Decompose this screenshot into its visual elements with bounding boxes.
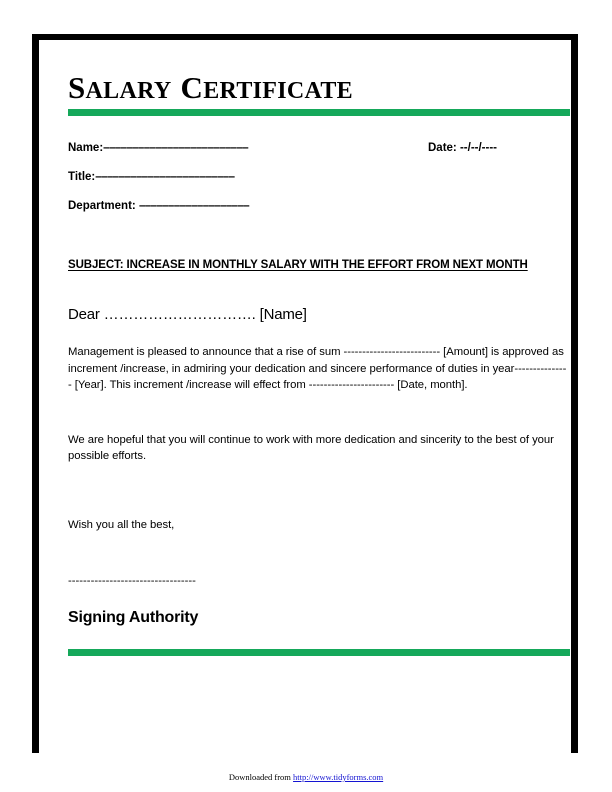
date-field xyxy=(428,142,497,154)
date-field-value[interactable]: --/--/---- xyxy=(459,142,497,154)
name-field-blank[interactable]: ––––––––––––––––––––––––– xyxy=(103,142,249,154)
body-paragraph-1: Management is pleased to announce that a rise of sum -------------------------- [Amount] is approved as increment /increase, in admiring your dedication and sincere performance of duties in year--------------- [Year]. This increment /increase will effect from ----------------------- [Date, month]. xyxy=(68,346,567,391)
subject-line: SUBJECT: INCREASE IN MONTHLY SALARY WITH THE EFFORT FROM NEXT MONTH xyxy=(68,259,528,271)
signing-authority-label: Signing Authority xyxy=(68,609,199,626)
field-row-department xyxy=(68,200,570,229)
signature-line[interactable]: ---------------------------------- xyxy=(68,575,196,587)
title-field-blank[interactable]: –––––––––––––––––––––––– xyxy=(95,171,235,183)
title-field-label: Title: xyxy=(68,171,96,183)
footer-source-link[interactable]: http://www.tidyforms.com xyxy=(293,772,384,782)
page-title xyxy=(68,34,570,103)
closing-line: Wish you all the best, xyxy=(68,518,175,531)
accent-rule-top xyxy=(68,109,570,116)
department-field-blank[interactable]: ––––––––––––––––––– xyxy=(138,200,250,212)
footer-prefix-text: Downloaded from xyxy=(228,772,294,782)
title-word-certificate: ERTIFICATE xyxy=(203,78,353,104)
document-content xyxy=(68,34,570,656)
accent-rule-bottom xyxy=(68,649,570,656)
signature-spacer xyxy=(68,627,570,649)
field-row-title xyxy=(68,171,570,200)
department-field-label: Department: xyxy=(68,200,136,212)
title-initial-s: S xyxy=(68,70,86,105)
body-paragraph-2: We are hopeful that you will continue to work with more dedication and sincerity to the best of your possible efforts. xyxy=(68,433,554,462)
salutation-line: Dear …………………………. [Name] xyxy=(68,306,307,323)
form-fields xyxy=(68,142,570,229)
field-row-name xyxy=(68,142,570,171)
name-field-label: Name: xyxy=(68,142,104,154)
date-field-label: Date: xyxy=(428,142,457,154)
title-word-salary: ALARY xyxy=(85,78,172,104)
title-initial-c: C xyxy=(180,70,204,105)
footer-attribution xyxy=(0,772,612,783)
